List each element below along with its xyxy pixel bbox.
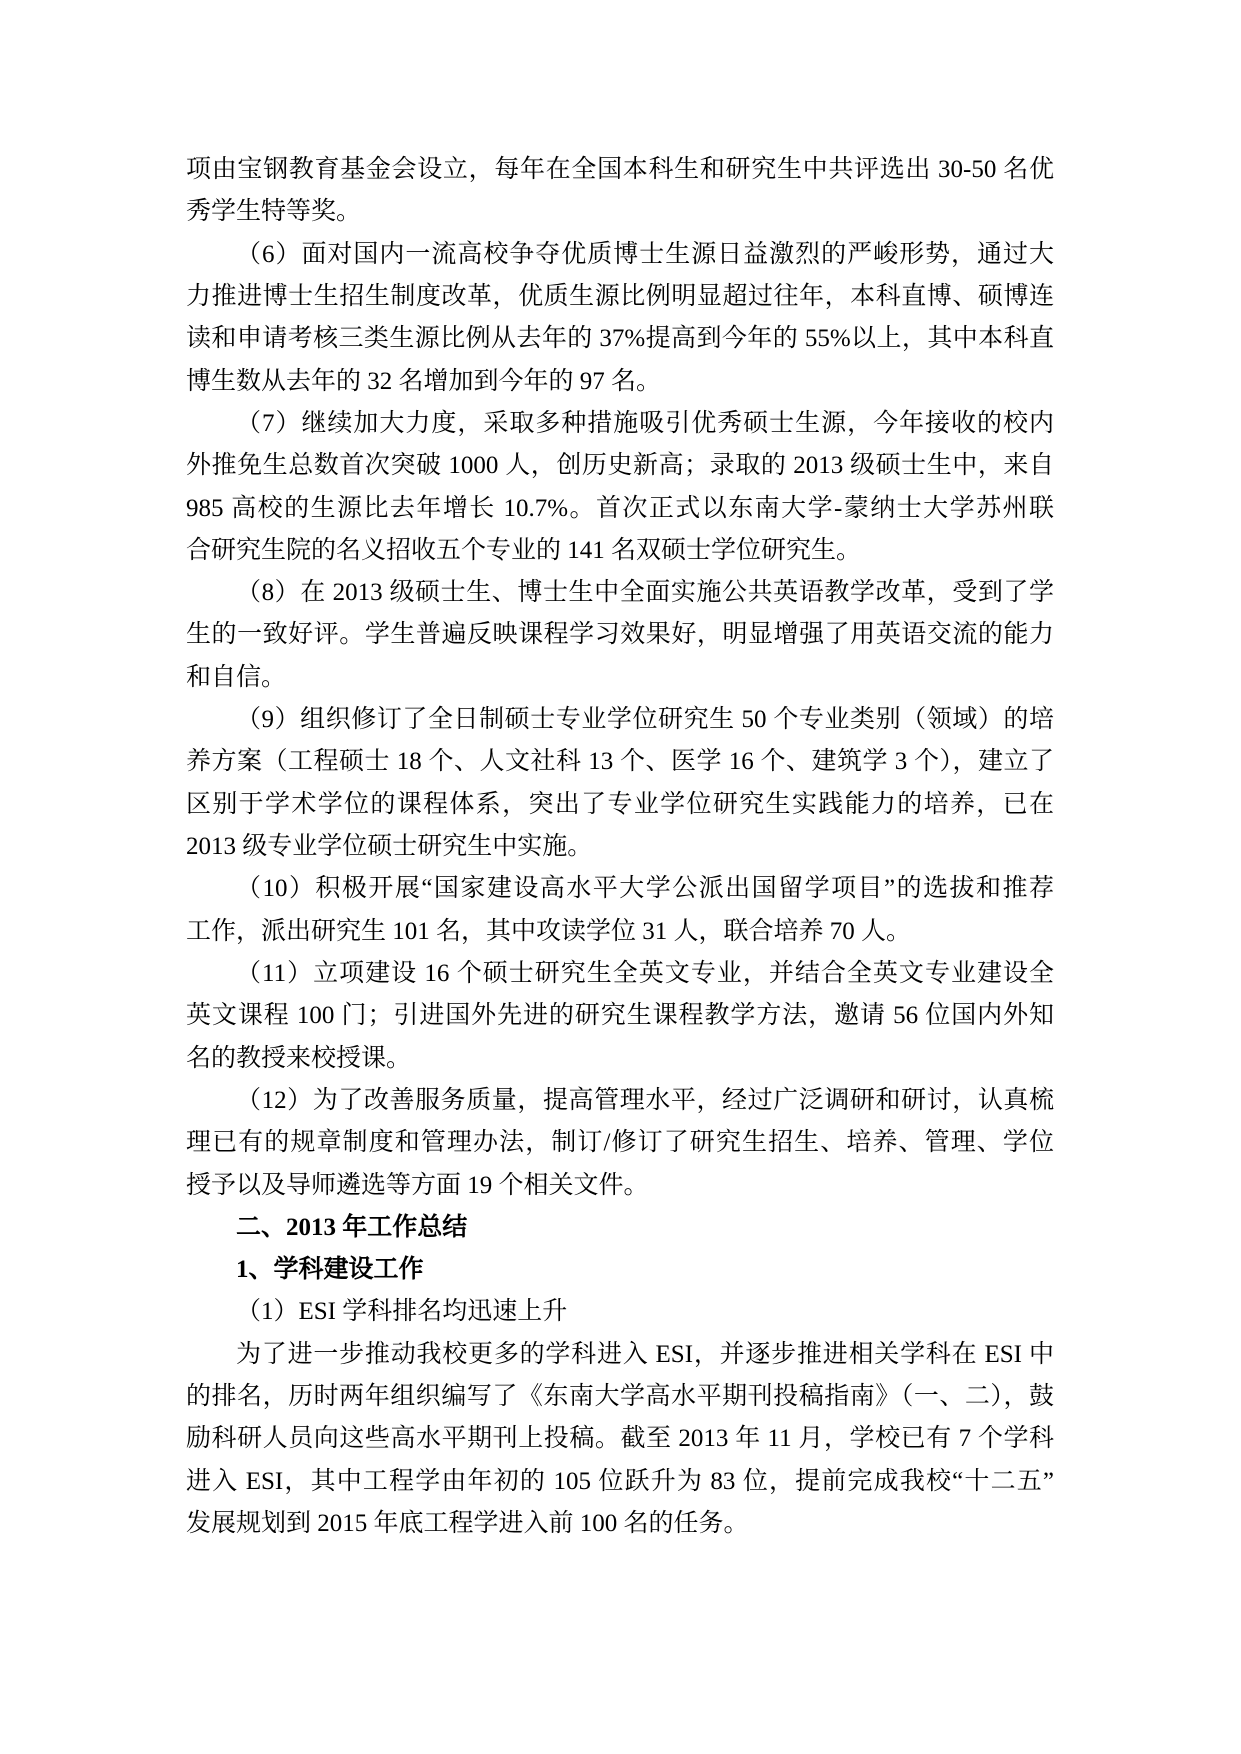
text-line: 工作，派出研究生 101 名，其中攻读学位 31 人，联合培养 70 人。 — [186, 917, 912, 945]
text-line: 名的教授来校授课。 — [186, 1044, 412, 1072]
text-line: 养方案（工程硕士 18 个、人文社科 13 个、医学 16 个、建筑学 3 个），建立了 — [186, 748, 1054, 776]
text-line: 1、学科建设工作 — [236, 1256, 424, 1284]
text-line: 发展规划到 2015 年底工程学进入前 100 名的任务。 — [186, 1510, 749, 1537]
text-line: 博生数从去年的 32 名增加到今年的 97 名。 — [186, 367, 662, 395]
text-line: 授予以及导师遴选等方面 19 个相关文件。 — [186, 1171, 649, 1199]
text-line: 2013 级专业学位硕士研究生中实施。 — [186, 833, 593, 860]
text-line: 为了进一步推动我校更多的学科进入 ESI，并逐步推进相关学科在 ESI 中 — [236, 1340, 1054, 1368]
text-line: 和自信。 — [186, 663, 287, 691]
text-line: 进入 ESI，其中工程学由年初的 105 位跃升为 83 位，提前完成我校“十二五” — [186, 1467, 1054, 1495]
text-line: 读和申请考核三类生源比例从去年的 37%提高到今年的 55%以上，其中本科直 — [186, 325, 1054, 353]
text-line: （1）ESI 学科排名均迅速上升 — [236, 1298, 568, 1326]
text-line: 生的一致好评。学生普遍反映课程学习效果好，明显增强了用英语交流的能力 — [186, 621, 1054, 649]
text-line: 秀学生特等奖。 — [186, 198, 362, 226]
text-line: 二、2013 年工作总结 — [236, 1213, 468, 1241]
text-line: （12）为了改善服务质量，提高管理水平，经过广泛调研和研讨，认真梳 — [236, 1086, 1054, 1114]
text-line: （7）继续加大力度，采取多种措施吸引优秀硕士生源，今年接收的校内 — [236, 409, 1054, 437]
text-line: （8）在 2013 级硕士生、博士生中全面实施公共英语教学改革，受到了学 — [236, 579, 1054, 607]
text-line: 的排名，历时两年组织编写了《东南大学高水平期刊投稿指南》（一、二），鼓 — [186, 1383, 1054, 1411]
text-line: 力推进博士生招生制度改革，优质生源比例明显超过往年，本科直博、硕博连 — [186, 282, 1054, 310]
text-line: 985 高校的生源比去年增长 10.7%。首次正式以东南大学-蒙纳士大学苏州联 — [186, 494, 1054, 522]
text-line: （9）组织修订了全日制硕士专业学位研究生 50 个专业类别（领域）的培 — [236, 706, 1054, 734]
text-line: （6）面对国内一流高校争夺优质博士生源日益激烈的严峻形势，通过大 — [236, 240, 1054, 268]
text-line: 合研究生院的名义招收五个专业的 141 名双硕士学位研究生。 — [186, 536, 862, 564]
text-line: 理已有的规章制度和管理办法，制订/修订了研究生招生、培养、管理、学位 — [186, 1129, 1054, 1157]
text-line: （10）积极开展“国家建设高水平大学公派出国留学项目”的选拔和推荐 — [236, 875, 1054, 903]
document-body — [186, 149, 1054, 1545]
text-line: 区别于学术学位的课程体系，突出了专业学位研究生实践能力的培养，已在 — [186, 790, 1054, 818]
text-line: 励科研人员向这些高水平期刊上投稿。截至 2013 年 11 月，学校已有 7 个学科 — [186, 1425, 1054, 1453]
text-line: 外推免生总数首次突破 1000 人，创历史新高；录取的 2013 级硕士生中，来自 — [186, 452, 1054, 480]
text-line: 英文课程 100 门；引进国外先进的研究生课程教学方法，邀请 56 位国内外知 — [186, 1002, 1054, 1030]
text-line: （11）立项建设 16 个硕士研究生全英文专业，并结合全英文专业建设全 — [236, 959, 1054, 987]
text-line: 项由宝钢教育基金会设立，每年在全国本科生和研究生中共评选出 30-50 名优 — [186, 156, 1054, 183]
